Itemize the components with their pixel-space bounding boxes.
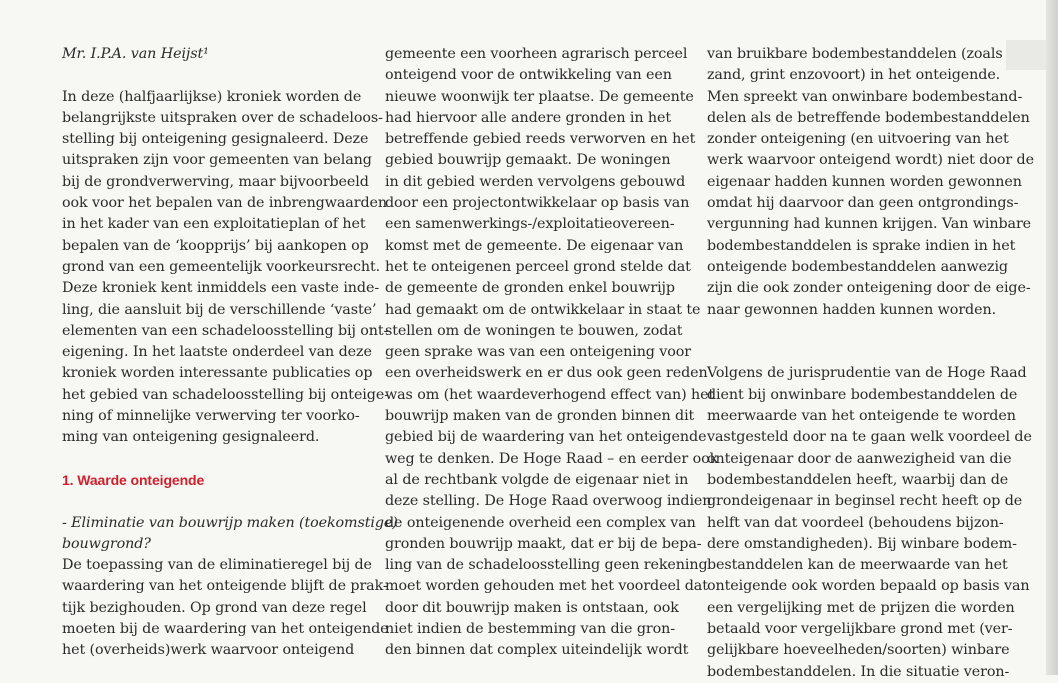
text-line: vergunning had kunnen krijgen. Van winbare xyxy=(707,216,1032,233)
page-corner-shade xyxy=(1006,40,1046,70)
text-line: in dit gebied werden vervolgens gebouwd xyxy=(385,173,686,190)
page-edge-shadow xyxy=(1046,0,1058,675)
text-line: betreffende gebied reeds verworven en het xyxy=(385,131,696,148)
text-line: Volgens de jurisprudentie van de Hoge Raad xyxy=(707,365,1027,382)
subheading-line: bouwgrond? xyxy=(62,535,151,552)
text-line: ning of minnelijke verwerving ter voorko- xyxy=(62,408,360,425)
text-line: tijk bezighouden. Op grond van deze regel xyxy=(62,599,367,616)
text-line: bestanddelen kan de meerwaarde van het xyxy=(707,557,1008,574)
text-line: werk waarvoor onteigend wordt) niet door de xyxy=(707,152,1034,169)
text-line: onteigende bodembestanddelen aanwezig xyxy=(707,258,1008,275)
subheading xyxy=(62,513,398,556)
text-line: Deze kroniek kent inmiddels een vaste inde- xyxy=(62,280,380,297)
text-line: een overheidswerk en er dus ook geen reden xyxy=(385,365,708,382)
text-line: zand, grint enzovoort) in het onteigende. xyxy=(707,67,1001,84)
text-line: een samenwerkings-/exploitatieovereen- xyxy=(385,216,675,233)
text-line: het te onteigenen perceel grond stelde dat xyxy=(385,258,691,275)
text-line: betaald voor vergelijkbare grond met (ver- xyxy=(707,621,1013,638)
text-line: meerwaarde van het onteigende te worden xyxy=(707,408,1016,425)
text-line: bodembestanddelen heeft, waarbij dan de xyxy=(707,471,1009,488)
text-line: Men spreekt van onwinbare bodembestand- xyxy=(707,88,1023,105)
text-line: nieuwe woonwijk ter plaatse. De gemeente xyxy=(385,88,694,105)
text-line: door dit bouwrijp maken is ontstaan, ook xyxy=(385,599,679,616)
body-paragraph xyxy=(62,555,389,661)
text-line: had hiervoor alle andere gronden in het xyxy=(385,109,672,126)
text-line: de gemeente de gronden enkel bouwrijp xyxy=(385,280,675,297)
text-line: bodembestanddelen is sprake indien in het xyxy=(707,237,1016,254)
text-line: ming van onteigening gesignaleerd. xyxy=(62,429,320,446)
text-line: vastgesteld door na te gaan welk voordeel de xyxy=(707,429,1032,446)
text-line: zonder onteigening (en uitvoering van het xyxy=(707,131,1009,148)
text-line: belangrijkste uitspraken over de schadeloos- xyxy=(62,109,383,126)
paragraph-jurisprudentie xyxy=(707,363,1032,682)
section-heading: 1. Waarde onteigende xyxy=(62,471,205,488)
intro-paragraph xyxy=(62,87,389,449)
text-line: onteigende ook worden bepaald op basis van xyxy=(707,578,1030,595)
text-line: helft van dat voordeel (behoudens bijzon- xyxy=(707,514,1004,531)
text-line: bij de grondverwerving, maar bijvoorbeeld xyxy=(62,173,369,190)
text-line: De toepassing van de eliminatieregel bij de xyxy=(62,557,372,574)
text-line: gebied bouwrijp gemaakt. De woningen xyxy=(385,152,671,169)
column-1 xyxy=(62,44,398,662)
text-line: ling, die aansluit bij de verschillende ‘vaste’ xyxy=(62,301,377,318)
text-line: gelijkbare hoeveelheden/soorten) winbare xyxy=(707,642,1010,659)
text-line: van bruikbare bodembestanddelen (zoals xyxy=(707,46,1003,62)
author-line: Mr. I.P.A. van Heijst¹ xyxy=(62,46,209,62)
text-line: onteigend voor de ontwikkeling van een xyxy=(385,67,672,84)
text-line: de onteigenende overheid een complex van xyxy=(385,514,696,531)
text-line: deze stelling. De Hoge Raad overwoog indien xyxy=(385,493,712,510)
text-line: naar gewonnen hadden kunnen worden. xyxy=(707,301,997,318)
text-line: eigenaar hadden kunnen worden gewonnen xyxy=(707,173,1022,190)
text-line: ook voor het bepalen van de inbrengwaarden xyxy=(62,195,387,212)
text-line: eigening. In het laatste onderdeel van deze xyxy=(62,344,372,361)
text-line: een vergelijking met de prijzen die worden xyxy=(707,599,1015,616)
text-line: stellen om de woningen te bouwen, zodat xyxy=(385,322,683,339)
text-line: onteigenaar door de aanwezigheid van die xyxy=(707,450,1012,467)
text-line: kroniek worden interessante publicaties op xyxy=(62,365,373,382)
text-line: In deze (halfjaarlijkse) kroniek worden de xyxy=(62,88,362,105)
text-line: waardering van het onteigende blijft de prak- xyxy=(62,578,388,595)
text-line: het gebied van schadeloosstelling bij onteige- xyxy=(62,386,389,403)
text-line: gronden bouwrijp maakt, dat er bij de bepa- xyxy=(385,535,702,552)
text-line: bodembestanddelen. In die situatie veron- xyxy=(707,663,1010,680)
paragraph-bodembestanddelen xyxy=(707,44,1034,321)
text-line: bouwrijp maken van de gronden binnen dit xyxy=(385,408,695,425)
text-line: gemeente een voorheen agrarisch perceel xyxy=(385,46,688,62)
text-line: stelling bij onteigening gesignaleerd. Deze xyxy=(62,131,369,148)
text-line: al de rechtbank volgde de eigenaar niet in xyxy=(385,471,689,488)
text-line: grond van een gemeentelijk voorkeursrecht. xyxy=(62,258,381,275)
text-line: had gemaakt om de ontwikkelaar in staat te xyxy=(385,301,701,318)
subheading-line: - Eliminatie van bouwrijp maken (toekomstige) xyxy=(62,514,398,531)
column-2 xyxy=(385,44,719,662)
text-line: omdat hij daarvoor dan geen ontgrondings- xyxy=(707,195,1019,212)
text-line: moeten bij de waardering van het onteigende xyxy=(62,621,389,638)
text-line: den binnen dat complex uiteindelijk wordt xyxy=(385,642,689,659)
text-line: delen als de betreffende bodembestanddelen xyxy=(707,109,1030,126)
column-3 xyxy=(707,44,1034,683)
text-line: uitspraken zijn voor gemeenten van belang xyxy=(62,152,372,169)
text-line: gebied bij de waardering van het onteigende xyxy=(385,429,707,446)
text-line: komst met de gemeente. De eigenaar van xyxy=(385,237,684,254)
text-line: bepalen van de ‘koopprijs’ bij aankopen op xyxy=(62,237,369,254)
text-line: dere omstandigheden). Bij winbare bodem- xyxy=(707,535,1017,552)
text-line: geen sprake was van een onteigening voor xyxy=(385,344,692,361)
text-line: in het kader van een exploitatieplan of het xyxy=(62,216,366,233)
text-line: zijn die ook zonder onteigening door de eige- xyxy=(707,280,1031,297)
text-line: moet worden gehouden met het voordeel dat xyxy=(385,578,708,595)
text-line: ling van de schadeloosstelling geen rekening xyxy=(385,557,708,574)
text-line: weg te denken. De Hoge Raad – en eerder ook xyxy=(385,450,719,467)
text-line: grondeigenaar in beginsel recht heeft op de xyxy=(707,493,1023,510)
text-line: door een projectontwikkelaar op basis van xyxy=(385,195,690,212)
text-line: het (overheids)werk waarvoor onteigend xyxy=(62,642,355,659)
text-line: dient bij onwinbare bodembestanddelen de xyxy=(707,386,1018,403)
text-line: elementen van een schadeloosstelling bij ont- xyxy=(62,322,389,339)
text-line: niet indien de bestemming van die gron- xyxy=(385,621,675,638)
text-line: was om (het waardeverhogend effect van) het xyxy=(385,386,715,403)
